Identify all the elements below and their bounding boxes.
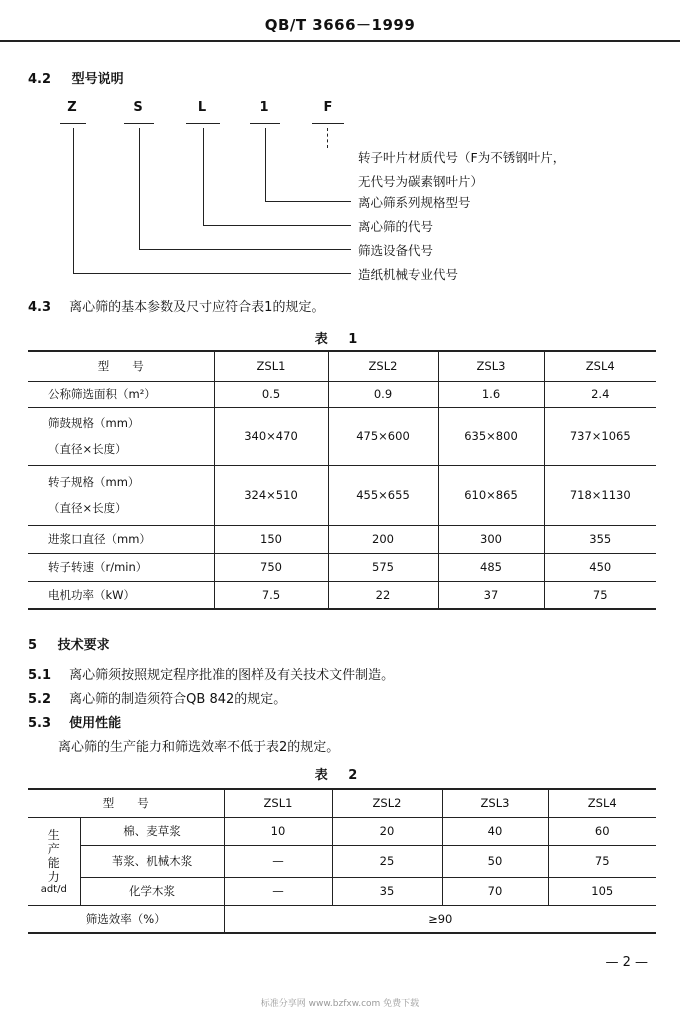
table-cell: 610×865 (438, 465, 544, 525)
header-cell: ZSL4 (544, 351, 656, 381)
group-label-char: 产 (47, 841, 60, 856)
table-row (28, 877, 656, 905)
row-label: 公称筛选面积（m²） (28, 381, 214, 407)
table-cell: 575 (328, 553, 438, 581)
section-title: 型号说明 (71, 72, 124, 87)
table-cell: 35 (332, 877, 442, 905)
table-cell: ≥90 (224, 905, 656, 933)
section-5-1 (28, 664, 394, 683)
table1-caption: 表 1 (314, 332, 366, 347)
row-label-line: （直径×长度） (48, 501, 127, 515)
group-unit: adt/d (40, 883, 67, 895)
table-cell: 60 (548, 817, 656, 845)
table-cell: 2.4 (544, 381, 656, 407)
row-label-line: 转子规格（mm） (48, 475, 140, 489)
row-label (28, 465, 214, 525)
section-5-2 (28, 688, 286, 707)
code-desc-series: 离心筛系列规格型号 (358, 195, 471, 210)
section-title: 技术要求 (57, 638, 110, 653)
table-cell: 340×470 (214, 407, 328, 465)
table-cell: 75 (544, 581, 656, 609)
table-cell: 450 (544, 553, 656, 581)
code-desc-blade: 转子叶片材质代号（F为不锈钢叶片， (358, 150, 566, 165)
table-cell: 10 (224, 817, 332, 845)
table-2 (28, 788, 656, 934)
row-label: 转子转速（r/min） (28, 553, 214, 581)
bracket-line (265, 201, 351, 202)
letter-underline (186, 123, 220, 124)
table-cell: 150 (214, 525, 328, 553)
table-row (28, 905, 656, 933)
document-header: QB/T 3666－1999 (264, 16, 416, 34)
table-1 (28, 350, 656, 610)
header-cell: ZSL3 (438, 351, 544, 381)
row-label: 筛选效率（%） (28, 905, 224, 933)
model-letter-f: F (323, 100, 333, 115)
table-cell: 324×510 (214, 465, 328, 525)
table-row (28, 817, 656, 845)
row-label: 苇浆、机械木浆 (80, 845, 224, 877)
bracket-line (73, 273, 351, 274)
table-cell: — (224, 845, 332, 877)
table-row (28, 845, 656, 877)
model-letter-1: 1 (259, 100, 269, 115)
header-cell: 型 号 (28, 789, 224, 817)
table-header-row (28, 351, 656, 381)
bracket-line (203, 128, 204, 225)
section-5-3-text: 离心筛的生产能力和筛选效率不低于表2的规定。 (58, 740, 340, 755)
bracket-line (327, 128, 328, 148)
section-number: 4.3 (28, 300, 52, 315)
code-desc-screen: 离心筛的代号 (358, 219, 434, 234)
header-cell: ZSL1 (214, 351, 328, 381)
bracket-line (265, 128, 266, 201)
section-number: 4.2 (28, 72, 52, 87)
table-cell: 300 (438, 525, 544, 553)
table-cell: 20 (332, 817, 442, 845)
letter-underline (250, 123, 280, 124)
table-row (28, 407, 656, 465)
letter-underline (60, 123, 86, 124)
row-label: 电机功率（kW） (28, 581, 214, 609)
bracket-line (73, 128, 74, 273)
table-cell: 475×600 (328, 407, 438, 465)
section-text: 离心筛须按照规定程序批准的图样及有关技术文件制造。 (69, 668, 395, 683)
header-cell: 型 号 (28, 351, 214, 381)
header-rule (0, 40, 680, 42)
code-desc-machinery: 造纸机械专业代号 (358, 267, 459, 282)
table-cell: 200 (328, 525, 438, 553)
table2-caption: 表 2 (314, 768, 366, 783)
section-title: 使用性能 (69, 716, 122, 731)
row-label: 棉、麦草浆 (80, 817, 224, 845)
table-header-row (28, 789, 656, 817)
model-letter-z: Z (67, 100, 77, 115)
table-cell: 70 (442, 877, 548, 905)
code-desc-blade-cont: 无代号为碳素钢叶片） (358, 174, 484, 189)
table-cell: 25 (332, 845, 442, 877)
table-cell: 718×1130 (544, 465, 656, 525)
table-cell: — (224, 877, 332, 905)
footer-watermark: 标准分享网 www.bzfxw.com 免费下载 (260, 999, 420, 1009)
table-cell: 37 (438, 581, 544, 609)
section-number: 5.2 (28, 692, 52, 707)
section-number: 5 (28, 638, 38, 653)
table-cell: 22 (328, 581, 438, 609)
row-label (28, 407, 214, 465)
row-label: 化学木浆 (80, 877, 224, 905)
row-label-line: 筛鼓规格（mm） (48, 416, 140, 430)
bracket-line (139, 128, 140, 249)
section-5-3 (28, 712, 121, 731)
section-4-2 (28, 68, 124, 87)
group-label-cell (28, 817, 80, 905)
header-cell: ZSL4 (548, 789, 656, 817)
table-cell: 485 (438, 553, 544, 581)
bracket-line (203, 225, 351, 226)
table-cell: 40 (442, 817, 548, 845)
table-cell: 1.6 (438, 381, 544, 407)
table-row (28, 525, 656, 553)
group-label-char: 能 (47, 855, 60, 870)
table-row (28, 465, 656, 525)
letter-underline (124, 123, 154, 124)
row-label: 进浆口直径（mm） (28, 525, 214, 553)
table-cell: 7.5 (214, 581, 328, 609)
table-cell: 105 (548, 877, 656, 905)
section-number: 5.3 (28, 716, 52, 731)
table-cell: 355 (544, 525, 656, 553)
table-cell: 750 (214, 553, 328, 581)
table-row (28, 553, 656, 581)
bracket-line (139, 249, 351, 250)
header-cell: ZSL2 (328, 351, 438, 381)
row-label-line: （直径×长度） (48, 442, 127, 456)
section-5 (28, 634, 110, 653)
table-cell: 75 (548, 845, 656, 877)
table-cell: 0.5 (214, 381, 328, 407)
group-label-char: 力 (47, 869, 60, 884)
table-row (28, 581, 656, 609)
group-label-char: 生 (47, 827, 60, 842)
section-4-3 (28, 296, 324, 315)
section-number: 5.1 (28, 668, 52, 683)
page-number: — 2 — (605, 955, 648, 970)
table-cell: 737×1065 (544, 407, 656, 465)
header-cell: ZSL3 (442, 789, 548, 817)
table-row (28, 381, 656, 407)
code-desc-equipment: 筛选设备代号 (358, 243, 434, 258)
section-text: 离心筛的制造须符合QB 842的规定。 (69, 692, 287, 707)
letter-underline (312, 123, 344, 124)
table-cell: 635×800 (438, 407, 544, 465)
model-letter-l: L (197, 100, 207, 115)
header-cell: ZSL2 (332, 789, 442, 817)
table-cell: 50 (442, 845, 548, 877)
section-text: 离心筛的基本参数及尺寸应符合表1的规定。 (69, 300, 325, 315)
table-cell: 455×655 (328, 465, 438, 525)
table-cell: 0.9 (328, 381, 438, 407)
header-cell: ZSL1 (224, 789, 332, 817)
model-letter-s: S (133, 100, 143, 115)
